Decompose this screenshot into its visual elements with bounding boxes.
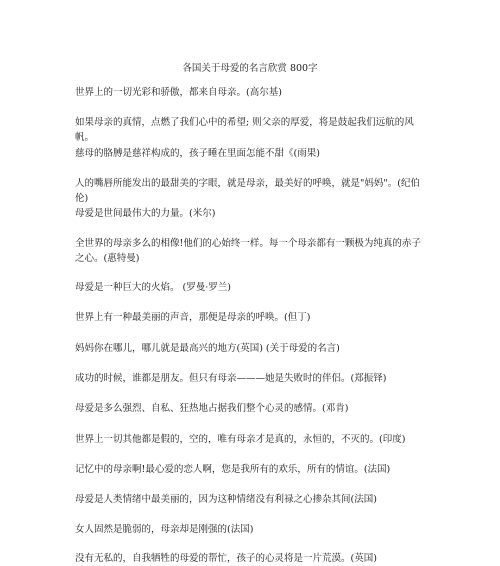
quote-1: 世界上的一切光彩和骄傲，都来自母亲。(高尔基) (75, 87, 282, 98)
quote-5: 母爱是世间最伟大的力量。(米尔) (75, 208, 216, 219)
quote-12: 世界上一切其他都是假的，空的，唯有母亲才是真的，永恒的，不灭的。(印度) (75, 434, 406, 445)
quote-14: 母爱是人类情绪中最美丽的，因为这种情绪没有利禄之心掺杂其间(法国) (75, 494, 377, 505)
quote-15: 女人固然是脆弱的，母亲却是刚强的(法国) (75, 524, 254, 535)
quote-3: 慈母的胳膊是慈祥构成的，孩子睡在里面怎能不甜《(雨果) (75, 148, 320, 159)
quote-13: 记忆中的母亲啊!最心爱的恋人啊，您是我所有的欢乐，所有的情谊。(法国) (75, 464, 391, 475)
quote-7: 母爱是一种巨大的火焰。 (罗曼·罗兰) (75, 282, 231, 293)
quote-2: 如果母亲的真情，点燃了我们心中的希望; 则父亲的厚爱，将是鼓起我们远航的风帆。 (75, 117, 414, 143)
quote-16: 没有无私的，自我牺牲的母爱的帮忙，孩子的心灵将是一片荒漠。(英国) (75, 553, 377, 564)
quote-11: 母爱是多么强烈、自私、狂热地占据我们整个心灵的感情。(邓肯) (75, 403, 349, 414)
quote-9: 妈妈你在哪儿，哪儿就是最高兴的地方(英国) (关于母爱的名言) (75, 343, 340, 354)
quote-6: 全世界的母亲多么的相像!他们的心始终一样。每一个母亲都有一颗极为纯真的赤子之心。(惠特曼) (75, 238, 421, 264)
quote-8: 世界上有一种最美丽的声音，那便是母亲的呼唤。(但丁) (75, 312, 311, 323)
document-title: 各国关于母爱的名言欣赏 800字 (182, 63, 318, 74)
quote-10: 成功的时候，谁都是朋友。但只有母亲———她是失败时的伴侣。(郑振铎) (75, 373, 387, 384)
quote-4: 人的嘴唇所能发出的最甜美的字眼，就是母亲，最美好的呼唤，就是"妈妈"。(纪伯伦) (75, 178, 420, 204)
